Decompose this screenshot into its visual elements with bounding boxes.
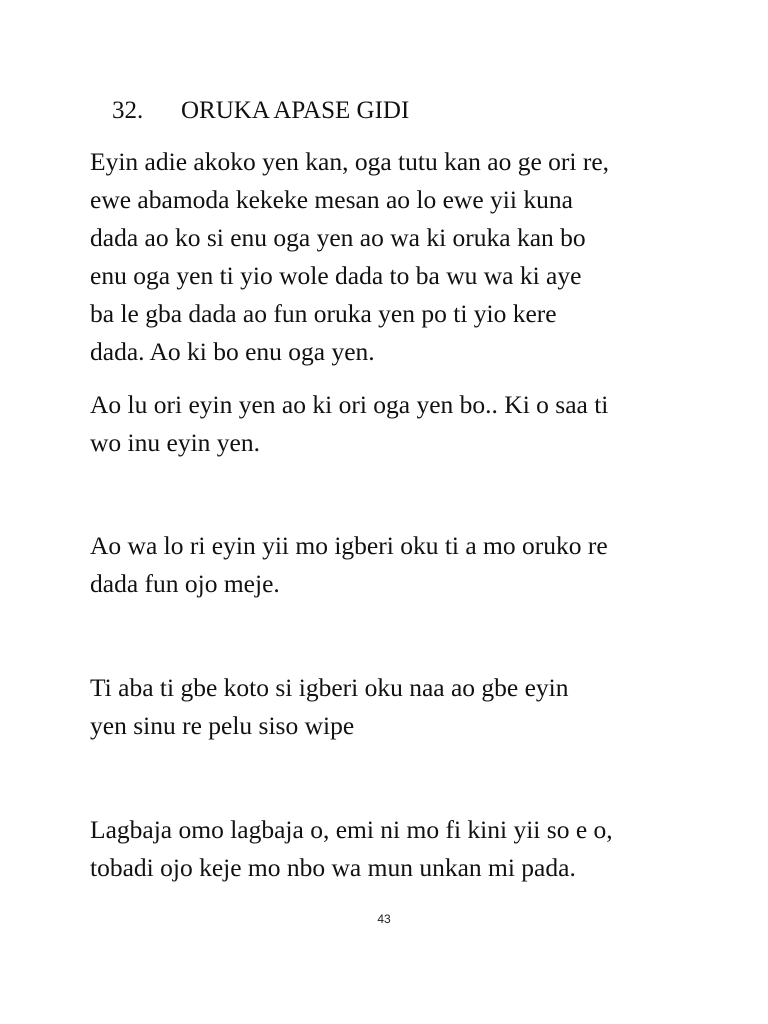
text-line: dada. Ao ki bo enu oga yen. xyxy=(90,337,375,366)
paragraph-2 xyxy=(90,386,690,462)
paragraph-4 xyxy=(90,669,690,745)
paragraph-1 xyxy=(90,143,690,371)
section-heading xyxy=(112,94,409,128)
section-title: ORUKA APASE GIDI xyxy=(181,97,410,124)
text-line: yen sinu re pelu siso wipe xyxy=(90,711,355,740)
text-line: Ao wa lo ri eyin yii mo igberi oku ti a mo oruko re xyxy=(90,531,608,560)
page-number: 43 xyxy=(377,912,391,926)
paragraph-5 xyxy=(90,811,690,887)
text-line: Lagbaja omo lagbaja o, emi ni mo fi kini yii so e o, xyxy=(90,815,613,844)
text-line: Eyin adie akoko yen kan, oga tutu kan ao ge ori re, xyxy=(90,147,610,176)
text-line: dada fun ojo meje. xyxy=(90,569,280,598)
text-line: wo inu eyin yen. xyxy=(90,428,260,457)
text-line: Ti aba ti gbe koto si igberi oku naa ao gbe eyin xyxy=(90,673,569,702)
text-line: dada ao ko si enu oga yen ao wa ki oruka kan bo xyxy=(90,223,586,252)
section-number: 32. xyxy=(112,97,144,124)
text-line: tobadi ojo keje mo nbo wa mun unkan mi pada. xyxy=(90,853,576,882)
text-line: enu oga yen ti yio wole dada to ba wu wa ki aye xyxy=(90,261,582,290)
text-line: ewe abamoda kekeke mesan ao lo ewe yii kuna xyxy=(90,185,573,214)
text-line: Ao lu ori eyin yen ao ki ori oga yen bo.. Ki o saa ti xyxy=(90,390,609,419)
paragraph-3 xyxy=(90,527,690,603)
text-line: ba le gba dada ao fun oruka yen po ti yio kere xyxy=(90,299,557,328)
